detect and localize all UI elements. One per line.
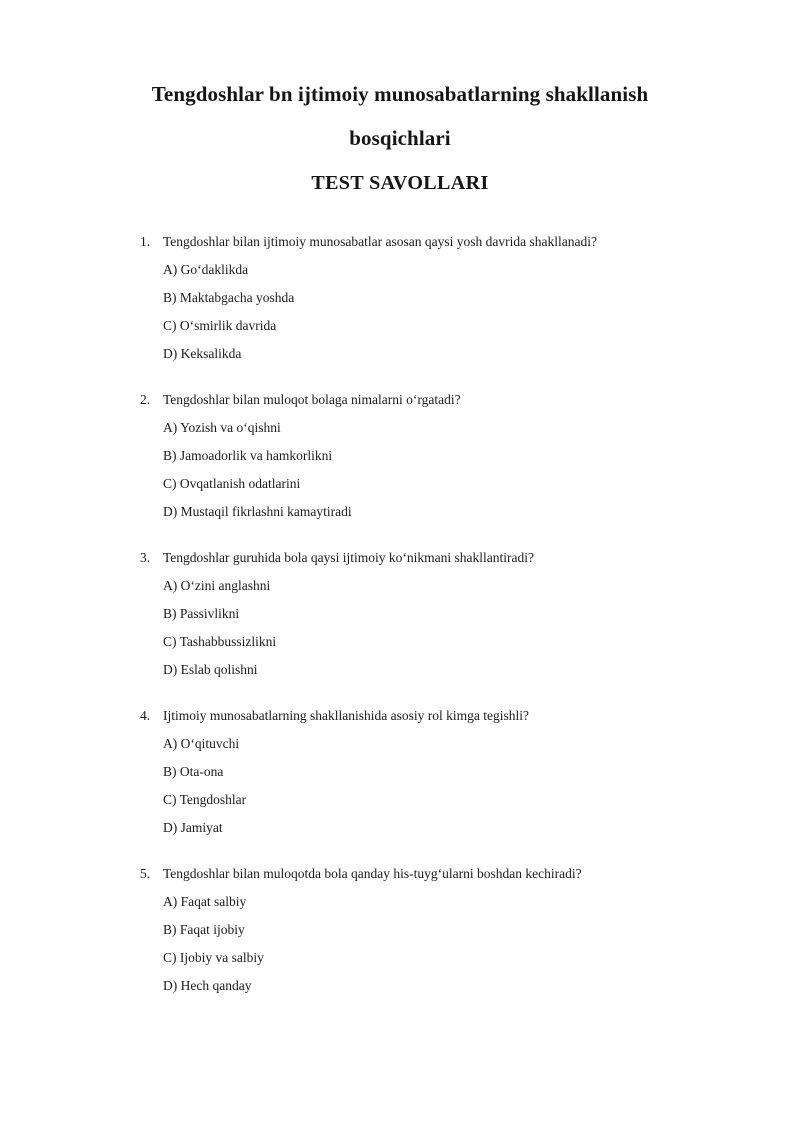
answer-option[interactable]: B) Jamoadorlik va hamkorlikni: [163, 448, 333, 463]
question-text: Ijtimoiy munosabatlarning shakllanishida asosiy rol kimga tegishli?: [163, 708, 529, 723]
question-block: [140, 386, 700, 526]
answer-option[interactable]: A) Oʻqituvchi: [163, 736, 240, 751]
answer-option[interactable]: A) Faqat salbiy: [163, 894, 247, 909]
answer-option[interactable]: B) Ota-ona: [163, 764, 224, 779]
question-block: [140, 544, 700, 684]
answer-option[interactable]: A) Oʻzini anglashni: [163, 578, 271, 593]
answer-option[interactable]: D) Keksalikda: [163, 346, 242, 361]
question-block: [140, 702, 700, 842]
page-subtitle: TEST SAVOLLARI: [311, 172, 489, 194]
question-number: 3.: [140, 550, 151, 565]
answer-option[interactable]: C) Tashabbussizlikni: [163, 634, 277, 649]
answer-option[interactable]: C) Oʻsmirlik davrida: [163, 318, 277, 333]
question-text: Tengdoshlar bilan ijtimoiy munosabatlar asosan qaysi yosh davrida shakllanadi?: [163, 234, 597, 249]
question-list: [140, 228, 700, 1000]
option-list: [140, 256, 700, 368]
answer-option[interactable]: B) Passivlikni: [163, 606, 240, 621]
option-list: [140, 888, 700, 1000]
question-block: [140, 860, 700, 1000]
answer-option[interactable]: B) Maktabgacha yoshda: [163, 290, 295, 305]
answer-option[interactable]: A) Yozish va oʻqishni: [163, 420, 281, 435]
question-number: 4.: [140, 708, 151, 723]
answer-option[interactable]: C) Ijobiy va salbiy: [163, 950, 264, 965]
option-list: [140, 414, 700, 526]
question-text: Tengdoshlar bilan muloqotda bola qanday his-tuygʻularni boshdan kechiradi?: [163, 866, 582, 881]
answer-option[interactable]: A) Goʻdaklikda: [163, 262, 249, 277]
answer-option[interactable]: C) Ovqatlanish odatlarini: [163, 476, 301, 491]
answer-option[interactable]: D) Mustaqil fikrlashni kamaytiradi: [163, 504, 352, 519]
question-text: Tengdoshlar guruhida bola qaysi ijtimoiy koʻnikmani shakllantiradi?: [163, 550, 534, 565]
answer-option[interactable]: C) Tengdoshlar: [163, 792, 247, 807]
option-list: [140, 730, 700, 842]
question-number: 5.: [140, 866, 151, 881]
question-number: 2.: [140, 392, 151, 407]
answer-option[interactable]: D) Jamiyat: [163, 820, 223, 835]
question-block: [140, 228, 700, 368]
page-title: Tengdoshlar bn ijtimoiy munosabatlarning shakllanish bosqichlari: [151, 82, 649, 150]
question-number: 1.: [140, 234, 151, 249]
question-text: Tengdoshlar bilan muloqot bolaga nimalarni oʻrgatadi?: [163, 392, 461, 407]
answer-option[interactable]: B) Faqat ijobiy: [163, 922, 245, 937]
answer-option[interactable]: D) Hech qanday: [163, 978, 252, 993]
option-list: [140, 572, 700, 684]
answer-option[interactable]: D) Eslab qolishni: [163, 662, 258, 677]
